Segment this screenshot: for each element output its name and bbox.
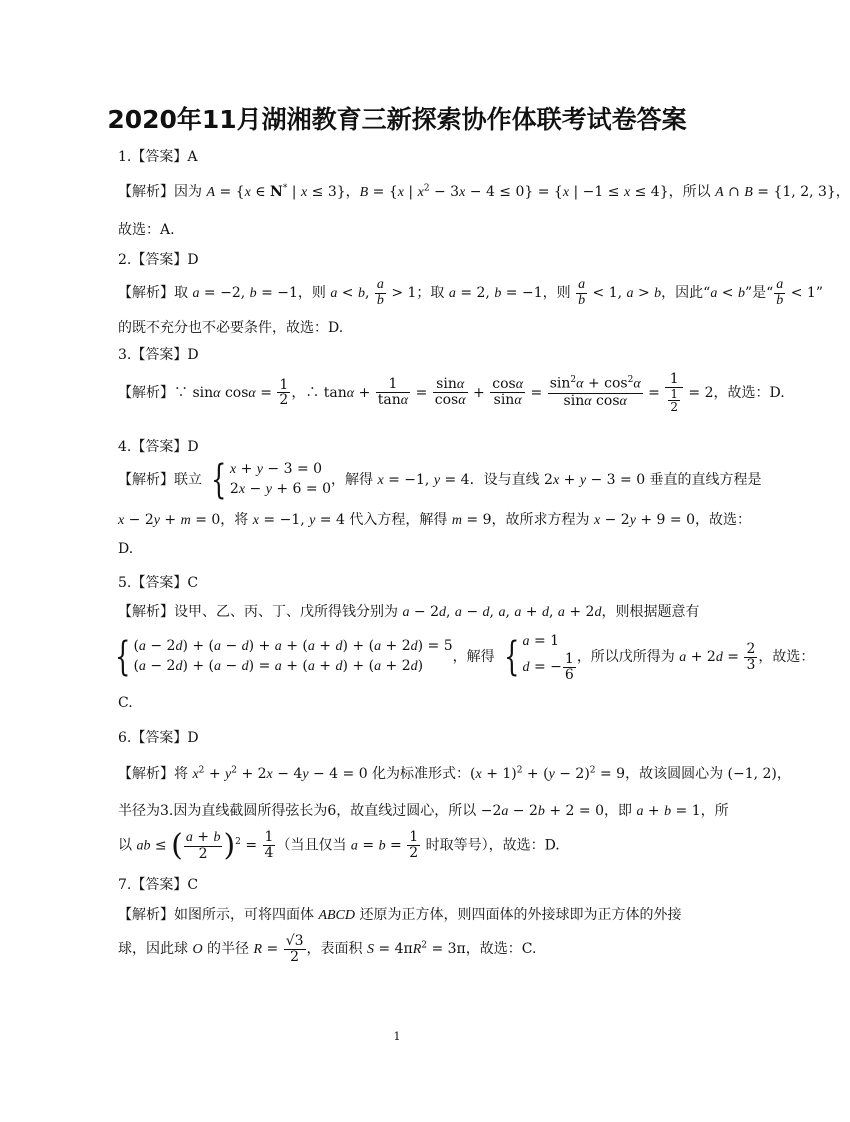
answer-6: 6.【答案】D — [118, 730, 199, 746]
answer-5: 5.【答案】C — [118, 575, 199, 591]
answer-3: 3.【答案】D — [118, 347, 199, 363]
page-title: 2020年11月湖湘教育三新探索协作体联考试卷答案 — [107, 105, 687, 134]
analysis-5-line-1: 【解析】设甲、乙、丙、丁、戊所得钱分别为 a − 2d, a − d, a, a + d, a + 2d，则根据题意有 — [118, 604, 700, 620]
analysis-5-line-2: { (a − 2d) + (a − d) + a + (a + d) + (a + 2d) = 5 (a − 2d) + (a − d) = a + (a + d) + (a + 2d) ，解得 { a = 1 d = − $\frac{1}{6}$ ，所以戊所得为 a + 2d = $\frac{2}{3}$ ，故选： — [115, 633, 815, 683]
page-number: 1 — [393, 1030, 401, 1043]
analysis-4-line-2: x − 2y + m = 0，将 x = −1, y = 4 代入方程，解得 m = 9，故所求方程为 x − 2y + 9 = 0，故选： — [118, 512, 751, 528]
answer-2: 2.【答案】D — [118, 252, 199, 268]
analysis-2-line-2: 的既不充分也不必要条件，故选：D. — [118, 320, 344, 336]
analysis-7-line-1: 【解析】如图所示，可将四面体 ABCD 还原为正方体，则四面体的外接球即为正方体的外接 — [118, 907, 682, 923]
answer-7: 7.【答案】C — [118, 877, 199, 893]
answer-1: 1.【答案】A — [118, 149, 198, 165]
analysis-6-line-2: 半径为3.因为直线截圆所得弦长为6，故直线过圆心，所以 −2a − 2b + 2 = 0，即 a + b = 1，所 — [118, 803, 729, 819]
analysis-7-line-2: 球，因此球 O 的半径 R = $\frac{√3}{2}$ ，表面积 $S = 4\pi R^2 = 3\pi$，故选：C. — [118, 933, 537, 965]
analysis-4-line-3: D. — [118, 541, 134, 557]
analysis-1-line-2: 故选：A. — [118, 222, 175, 238]
analysis-6-line-3: 以 ab ≤ ( $\frac{a + b}{2}$ )$^2$ = $\frac{1}{4}$ （当且仅当 a = b = $\frac{1}{2}$ 时取等号），故选：D. — [118, 828, 560, 863]
analysis-6-line-1: 【解析】将 $x^2 + y^2 + 2x - 4y - 4 = 0$ 化为标准形式：$(x + 1)^2 + (y - 2)^2 = 9$，故该圆圆心为 (−1, 2)， — [118, 765, 791, 782]
analysis-4-line-1: 【解析】联立 { x + y − 3 = 0 2x − y + 6 = 0 ，解得 x = −1, y = 4．设与直线 2x + y − 3 = 0 垂直的直线方程是 — [118, 457, 762, 503]
analysis-1-line-1: 【解析】因为 A = {x ∈ N* | x ≤ 3}，B = {x | $x^2 - 3x - 4 \le 0\} = \{x$ | −1 ≤ x ≤ 4}，所以 A ∩ B = {1, 2, 3}， — [118, 183, 850, 200]
analysis-2-line-1: 【解析】取 a = −2, b = −1，则 a < b, $\frac{a}{b}$ > 1；取 a = 2, b = −1，则 $\frac{a}{b}$ < 1, a > b，因此“a < b”是“ $\frac{a}{b}$ < 1” — [118, 277, 823, 308]
answer-4: 4.【答案】D — [118, 439, 199, 455]
analysis-3-line-1: 【解析】∵ sinα cosα = $\frac{1}{2}$ ，∴ tanα + $\frac{1}{\tan\alpha}$ = $\frac{\sin\alpha}{\cos\alpha}$ + $\frac{\cos\alpha}{\sin\alpha}$ = $\frac{\sin^2\alpha + \cos^2\alpha}{\text{sinα cosα}}$ = $\frac{1}{\frac{1}{2}}$ = 2，故选：D. — [118, 371, 785, 415]
analysis-5-line-3: C. — [118, 695, 133, 711]
